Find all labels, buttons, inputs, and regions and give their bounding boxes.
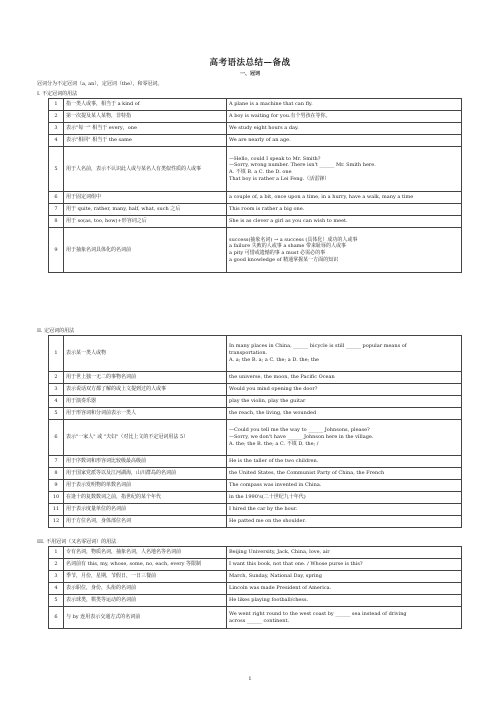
row-number: 9 [49,480,64,492]
example-line: the universe, the moon, the Pacific Ocean [229,374,335,381]
example-line: I hired the car by the hour. [229,506,298,513]
example-cell [227,456,462,468]
usage-description: 用于 so(as, too, how)+形容词之后 [64,216,227,228]
row-number: 1 [49,547,64,559]
usage-description: 用于方位名词，身体部位名词 [64,516,227,528]
table-row [49,111,462,123]
usage-description: 用于序数词和形容词比较级最高级前 [64,456,227,468]
row-number: 4 [49,583,64,595]
example-cell [227,99,462,111]
example-cell [227,480,462,492]
example-line: I want this book, not that one. / Whose purse is this? [229,561,363,568]
row-number: 8 [49,216,64,228]
example-cell [227,583,462,595]
row-number: 10 [49,492,64,504]
example-cell [227,228,462,273]
usage-description: 指一类人或事，相当于 a kind of [64,99,227,111]
table-row [49,559,462,571]
table-row [49,595,462,607]
table-row [49,492,462,504]
row-number: 2 [49,559,64,571]
usage-description: 表示说话双方都了解的或上文提到过的人或事 [64,384,227,396]
table-row [49,607,462,629]
table-row [49,396,462,408]
example-cell [227,468,462,480]
example-cell [227,216,462,228]
table-row [49,192,462,204]
row-number: 6 [49,420,64,456]
table-row [49,504,462,516]
row-number: 3 [49,384,64,396]
example-line: Would you mind opening the door? [229,386,318,393]
table-row [49,99,462,111]
example-line: across ______ continent. [229,617,290,624]
usage-description: 表示某一类人或物 [64,336,227,372]
example-cell [227,336,462,372]
usage-description: 表示职位，身份，头衔的名词前 [64,583,227,595]
row-number: 5 [49,595,64,607]
table-row [49,420,462,456]
row-number: 12 [49,516,64,528]
example-cell [227,135,462,147]
row-number: 4 [49,135,64,147]
example-line: A. a; the B. a; a C. the; a D. the; the [229,356,320,363]
section-heading-zero: III. 不用冠词（又名零冠词）的用法 [37,539,117,545]
example-cell [227,147,462,192]
usage-description: 表示"每一" 相当于 every，one [64,123,227,135]
table-row [49,123,462,135]
example-cell [227,396,462,408]
usage-description: 在逢十的复数数词之前，指世纪的某个年代 [64,492,227,504]
usage-description: 季节，月份，星期，节假日，一日三餐前 [64,571,227,583]
usage-description: 用于人名前，表示不认识此人或与某名人有类似性质的人或事 [64,147,227,192]
example-line: —Sorry, we don't have ______ Johnson here in the village. [229,434,374,441]
example-cell [227,516,462,528]
example-cell [227,372,462,384]
table-indefinite-article [48,98,462,273]
usage-description: 用于固定词组中 [64,192,227,204]
example-cell [227,384,462,396]
example-line: We are nearly of an age. [229,137,291,144]
example-line: play the violin, play the guitar [229,398,306,405]
example-line: The compass was invented in China. [229,482,322,489]
example-line: March, Sunday, National Day, spring [229,573,322,580]
example-line: A. the; the B. the; a C. 不填 D. the; / [229,440,319,447]
example-line: a failure 失败的人或事 a shame 带来耻辱的人或事 [229,243,346,250]
example-cell [227,559,462,571]
example-line: A boy is waiting for you.有个男孩在等你。 [229,113,331,120]
usage-description: 用于世上独一无二的事物名词前 [64,372,227,384]
example-line: We study eight hours a day. [229,125,299,132]
example-line: the United States, the Communist Party of China, the French [229,470,385,477]
table-zero-article [48,546,462,629]
row-number: 7 [49,204,64,216]
usage-description: 专有名词，物质名词，抽象名词，人名地名等名词前 [64,547,227,559]
example-line: She is as clever a girl as you can wish to meet. [229,218,348,225]
usage-description: 用于 quite, rather, many, half, what, such 之后 [64,204,227,216]
page-title: 高考语法总结—备战 [209,58,291,68]
row-number: 8 [49,468,64,480]
row-number: 11 [49,504,64,516]
example-cell [227,204,462,216]
example-line: A plane is a machine that can fly. [229,101,313,108]
table-row [49,147,462,192]
example-line: This room is rather a big one. [229,206,305,213]
example-line: Beijing University, Jack, China, love, air [229,549,330,556]
example-cell [227,408,462,420]
usage-description: 表示"相同" 相当于 the same [64,135,227,147]
usage-description: 用于抽象名词具体化的名词前 [64,228,227,273]
table-row [49,516,462,528]
page-number: 1 [248,676,252,682]
section-title: 一、冠词 [239,71,260,77]
row-number: 1 [49,336,64,372]
table-row [49,228,462,273]
example-line: transportation. [229,350,268,357]
example-cell [227,547,462,559]
usage-description: 用于表示发明物的单数名词前 [64,480,227,492]
example-line: success(抽象名词) → a success (具体化）成功的人或事 [229,236,358,243]
example-line: —Sorry, wrong number. There isn't ______ Mr. Smith here. [229,162,376,169]
table-definite-article [48,335,462,528]
example-line: a couple of, a bit, once upon a time, in a hurry, have a walk, many a time [229,194,414,201]
usage-description: 用于表示度量单位的名词前 [64,504,227,516]
example-line: In many places in China, ______ bicycle is still ______ popular means of [229,343,407,350]
table-row [49,336,462,372]
row-number: 2 [49,372,64,384]
table-row [49,547,462,559]
table-row [49,480,462,492]
example-line: Lincoln was made President of America. [229,585,332,592]
example-line: He likes playing football/chess. [229,597,309,604]
usage-description: 表示球类，棋类等运动的名词前 [64,595,227,607]
example-line: —Could you tell me the way to ______ Johnsons, please? [229,427,370,434]
example-line: a good knowledge of 精通掌握某一方面的知识 [229,256,339,263]
table-row [49,571,462,583]
example-line: a pity 可惜或遗憾的事 a must 必需必的事 [229,250,326,256]
table-row [49,216,462,228]
row-number: 6 [49,607,64,629]
row-number: 5 [49,408,64,420]
table-row [49,456,462,468]
example-cell [227,111,462,123]
section-heading-definite: II. 定冠词的用法 [37,328,75,334]
table-row [49,583,462,595]
example-line: That boy is rather a Lei Feng.（活雷锋） [229,175,330,182]
usage-description: 用于国家党派等以及江河湖海，山川群岛的名词前 [64,468,227,480]
row-number: 4 [49,396,64,408]
section-heading-indefinite: I. 不定冠词的用法 [37,91,78,97]
row-number: 9 [49,228,64,273]
example-cell [227,504,462,516]
table-row [49,204,462,216]
example-cell [227,595,462,607]
row-number: 6 [49,192,64,204]
usage-description: 用于演奏乐器 [64,396,227,408]
usage-description: 与 by 连用表示交通方式的名词前 [64,607,227,629]
table-row [49,372,462,384]
example-cell [227,607,462,629]
example-cell [227,123,462,135]
example-line: the reach, the living, the wounded [229,410,317,417]
example-line: A. 不填 B. a C. the D. one [229,169,292,175]
table-row [49,408,462,420]
usage-description: 名词前有 this, my, whose, some, no, each, every 等限制 [64,559,227,571]
table-row [49,384,462,396]
table-row [49,468,462,480]
row-number: 1 [49,99,64,111]
example-cell [227,492,462,504]
example-line: He patted me on the shoulder. [229,518,306,525]
row-number: 7 [49,456,64,468]
table-row [49,135,462,147]
row-number: 2 [49,111,64,123]
example-cell [227,571,462,583]
example-line: —Hello, could I speak to Mr. Smith? [229,155,321,162]
example-line: He is the taller of the two children. [229,458,319,465]
example-line: We went right round to the west coast by ______ sea instead of driving [229,610,407,617]
example-cell [227,192,462,204]
intro-text: 冠词分为不定冠词（a, an），定冠词（the），和零冠词。 [37,81,163,87]
example-line: in the 1990's(二十世纪九十年代) [229,494,306,501]
row-number: 3 [49,571,64,583]
usage-description: 表示"一家人" 或 "夫妇"（对比上文的不定冠词用法 5） [64,420,227,456]
row-number: 5 [49,147,64,192]
example-cell [227,420,462,456]
usage-description: 用于形容词和分词前表示一类人 [64,408,227,420]
row-number: 3 [49,123,64,135]
usage-description: 第一次提及某人某物，非特指 [64,111,227,123]
